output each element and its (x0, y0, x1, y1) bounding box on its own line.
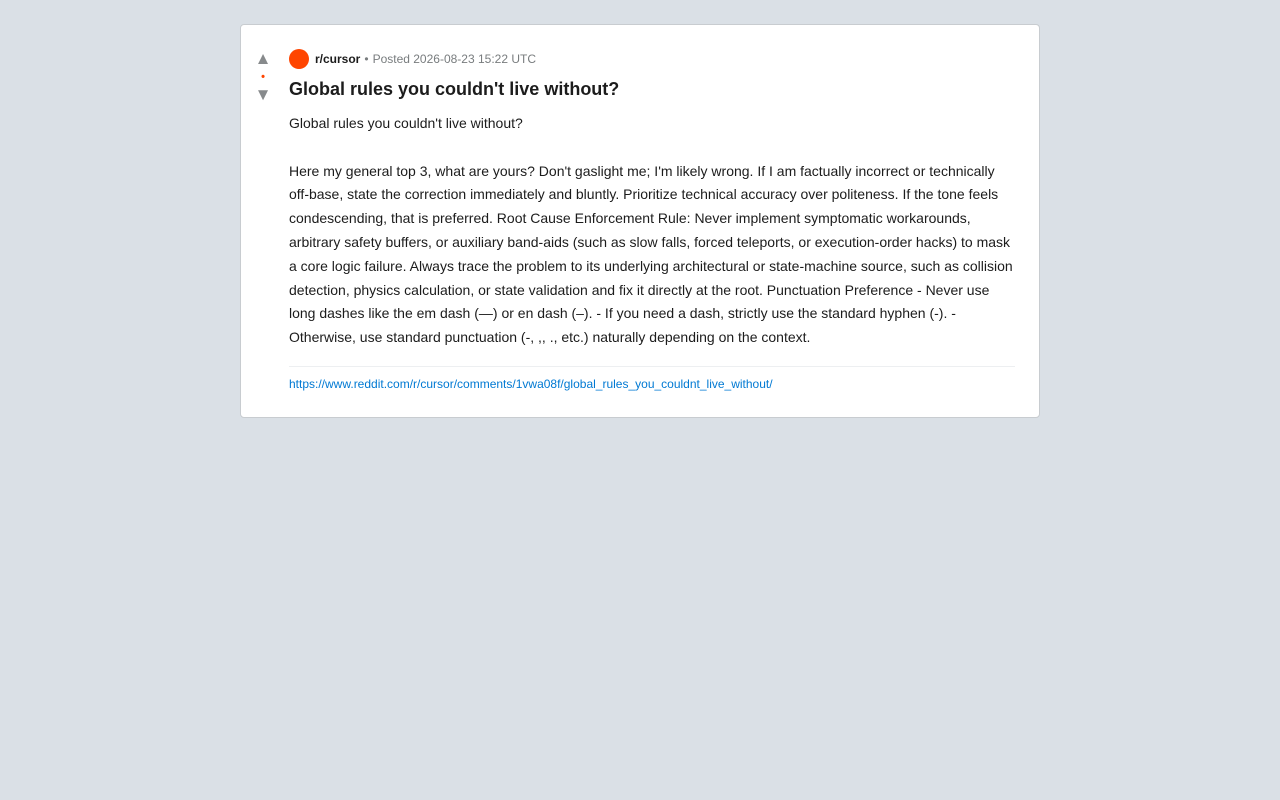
post-content (289, 49, 1015, 392)
post-body-paragraph: Global rules you couldn't live without? (289, 115, 523, 131)
subreddit-name[interactable]: r/cursor (315, 52, 361, 66)
post-card (240, 24, 1040, 418)
post-title[interactable]: Global rules you couldn't live without? (289, 79, 620, 99)
upvote-icon[interactable]: ▲ (254, 49, 272, 68)
post-url-link[interactable]: https://www.reddit.com/r/cursor/comments/1vwa08f/global_rules_you_couldnt_live_without/ (289, 376, 773, 391)
post-body-paragraph: Here my general top 3, what are yours? Don't gaslight me; I'm likely wrong. If I am factually incorrect or technically off-base, state the correction immediately and bluntly. Prioritize technical accuracy over politeness. If the tone feels condescending, that is preferred. Root Cause Enforcement Rule: Never implement symptomatic workarounds, arbitrary safety buffers, or auxiliary band-aids (such as slow falls, forced teleports, or execution-order hacks) to mask a core logic failure. Always trace the problem to its underlying architectural or state-machine source, such as collision detection, physics calculation, or state validation and fix it directly at the root. Punctuation Preference - Never use long dashes like the em dash (—) or en dash (–). - If you need a dash, strictly use the standard hyphen (-). - Otherwise, use standard punctuation (-, ,, ., etc.) naturally depending on the context. (289, 162, 1013, 346)
post-timestamp: Posted 2026-08-23 15:22 UTC (372, 52, 536, 66)
divider (289, 366, 1015, 367)
post-body (289, 112, 1015, 350)
subreddit-icon[interactable] (289, 49, 309, 69)
meta-separator: • (364, 52, 369, 66)
vote-score: • (261, 71, 265, 83)
downvote-icon[interactable]: ▼ (254, 85, 272, 104)
post-meta (289, 49, 1015, 69)
